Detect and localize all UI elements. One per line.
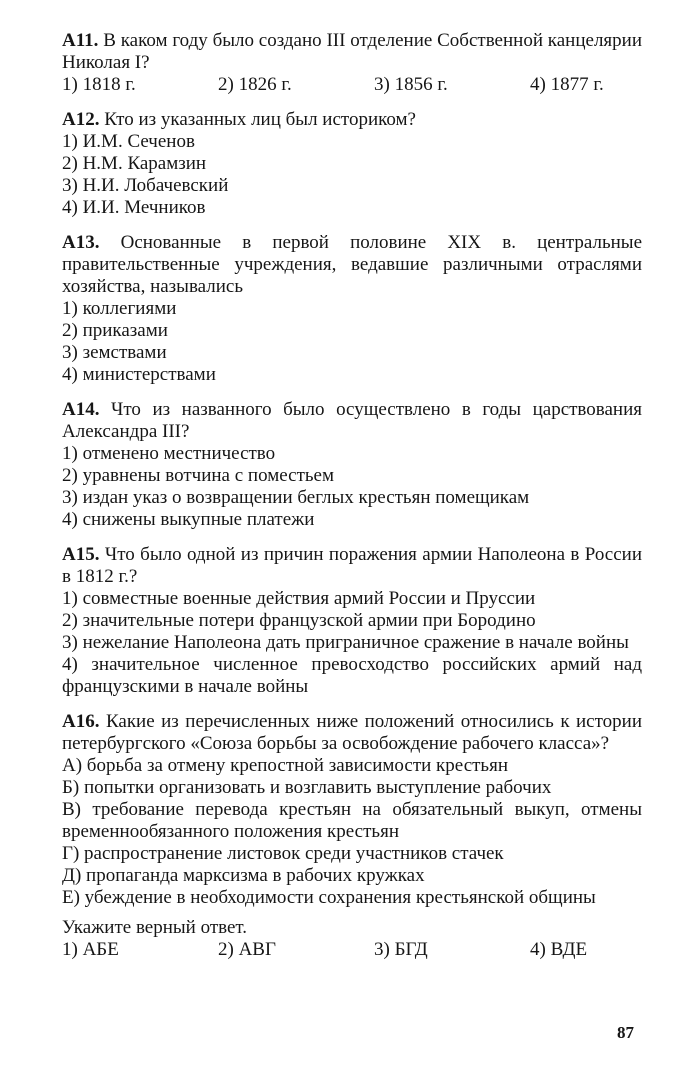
- answer-option: 2) 1826 г.: [218, 74, 292, 95]
- answer-option: 1) отменено местничество: [62, 443, 276, 464]
- answer-option: 3) издан указ о возвращении беглых крестьян помещикам: [62, 487, 530, 508]
- question-body: Какие из перечисленных ниже положений относились к истории петербургского «Союза борьбы за освобождение рабочего класса»?: [62, 711, 643, 754]
- statement-item: В) требование перевода крестьян на обязательный выкуп, отмены временнообязанного положения крестьян: [62, 799, 642, 842]
- question-a16: [62, 711, 642, 961]
- statement-list: [62, 755, 642, 909]
- answer-option: 3) нежелание Наполеона дать приграничное сражение в начале войны: [62, 632, 629, 653]
- answer-option: 2) значительные потери французской армии при Бородино: [62, 610, 536, 631]
- answer-options: [62, 939, 642, 961]
- question-text: [62, 711, 642, 755]
- answer-option: 1) коллегиями: [62, 298, 177, 319]
- answer-options: [62, 443, 642, 531]
- answer-options: [62, 74, 642, 96]
- answer-option: 2) уравнены вотчина с поместьем: [62, 465, 335, 486]
- answer-option: 2) приказами: [62, 320, 168, 341]
- question-number: А12.: [62, 109, 100, 130]
- question-body: В каком году было создано III отделение Собственной канцелярии Николая I?: [62, 30, 643, 73]
- answer-option: 4) 1877 г.: [530, 74, 604, 95]
- answer-option: 1) совместные военные действия армий России и Пруссии: [62, 588, 536, 609]
- question-a13: [62, 232, 642, 386]
- answer-option: 4) И.И. Мечников: [62, 197, 206, 218]
- answer-option: 4) министерствами: [62, 364, 216, 385]
- answer-option: 4) значительное численное превосходство российских армий над французскими в начале войны: [62, 654, 642, 697]
- answer-option: 3) 1856 г.: [374, 74, 448, 95]
- answer-options: [62, 588, 642, 698]
- question-a15: [62, 544, 642, 698]
- question-a14: [62, 399, 642, 531]
- answer-option: 1) АБЕ: [62, 939, 119, 960]
- question-body: Что было одной из причин поражения армии Наполеона в России в 1812 г.?: [62, 544, 643, 587]
- question-body: Что из названного было осуществлено в годы царствования Александра III?: [62, 399, 642, 442]
- question-body: Основанные в первой половине XIX в. центральные правительственные учреждения, ведавшие различными отраслями хозяйства, назывались: [62, 232, 642, 297]
- statement-item: А) борьба за отмену крепостной зависимости крестьян: [62, 755, 508, 776]
- answer-option: 4) снижены выкупные платежи: [62, 509, 315, 530]
- statement-item: Б) попытки организовать и возглавить выступление рабочих: [62, 777, 552, 798]
- answer-option: 1) И.М. Сеченов: [62, 131, 195, 152]
- answer-option: 4) ВДЕ: [530, 939, 588, 960]
- answer-option: 2) Н.М. Карамзин: [62, 153, 207, 174]
- answer-option: 1) 1818 г.: [62, 74, 136, 95]
- page-number: 87: [617, 1023, 634, 1042]
- statement-item: Д) пропаганда марксизма в рабочих кружках: [62, 865, 425, 886]
- question-text: [62, 30, 642, 74]
- question-number: А13.: [62, 232, 100, 253]
- statement-item: Е) убеждение в необходимости сохранения крестьянской общины: [62, 887, 596, 908]
- question-text: [62, 109, 642, 131]
- question-number: А14.: [62, 399, 100, 420]
- question-number: А11.: [62, 30, 99, 51]
- question-text: [62, 399, 642, 443]
- question-text: [62, 544, 642, 588]
- statement-item: Г) распространение листовок среди участников стачек: [62, 843, 504, 864]
- question-body: Кто из указанных лиц был историком?: [104, 109, 416, 130]
- answer-options: [62, 298, 642, 386]
- question-number: А16.: [62, 711, 100, 732]
- question-text: [62, 232, 642, 298]
- question-number: А15.: [62, 544, 100, 565]
- question-a12: [62, 109, 642, 219]
- page-content: [62, 30, 642, 974]
- answer-option: 3) земствами: [62, 342, 167, 363]
- question-a11: [62, 30, 642, 96]
- answer-options: [62, 131, 642, 219]
- answer-option: 3) Н.И. Лобачевский: [62, 175, 229, 196]
- answer-option: 3) БГД: [374, 939, 428, 960]
- answer-option: 2) АВГ: [218, 939, 276, 960]
- answer-instruction: Укажите верный ответ.: [62, 917, 248, 938]
